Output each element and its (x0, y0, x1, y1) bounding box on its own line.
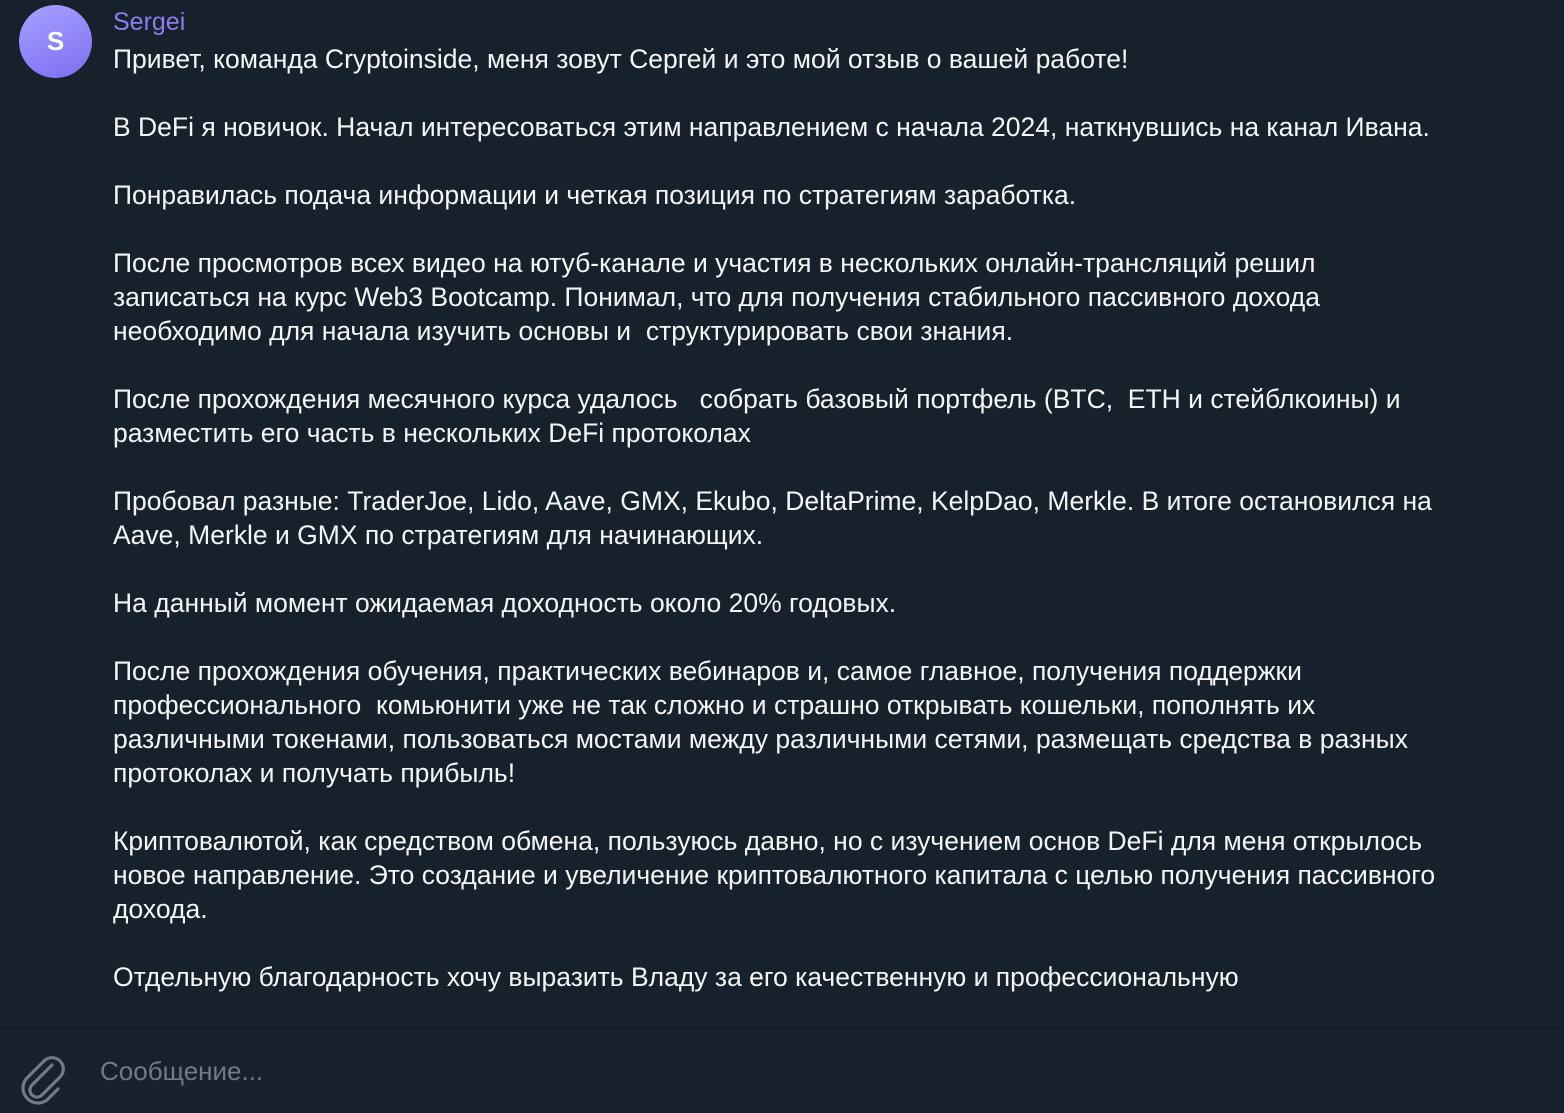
message-paragraph: Криптовалютой, как средством обмена, пользуюсь давно, но с изучением основ DeFi для меня открылось новое направление. Это создание и увеличение криптовалютного капитала с целью получения пассивного дохода. (113, 826, 1443, 924)
message-paragraph: После прохождения месячного курса удалось собрать базовый портфель (BTC, ETH и стейблкоины) и разместить его часть в нескольких DeFi протоколах (113, 384, 1408, 448)
paperclip-icon[interactable] (18, 1051, 66, 1105)
message-paragraph: Отдельную благодарность хочу выразить Владу за его качественную и профессиональную (113, 962, 1239, 992)
message-text (113, 42, 1443, 994)
message-paragraph: Понравилась подача информации и четкая позиция по стратегиям заработка. (113, 180, 1077, 210)
avatar-letter: S (46, 26, 65, 56)
sender-name[interactable]: Sergei (113, 8, 186, 36)
message-paragraph: В DeFi я новичок. Начал интересоваться этим направлением с начала 2024, наткнувшись на канал Ивана. (113, 112, 1430, 142)
message-bubble (113, 4, 1443, 1028)
message-composer (0, 1028, 1564, 1113)
message-paragraph: На данный момент ожидаемая доходность около 20% годовых. (113, 588, 897, 618)
message-paragraph: После просмотров всех видео на ютуб-канале и участия в нескольких онлайн-трансляций решил записаться на курс Web3 Bootcamp. Понимал, что для получения стабильного пассивного дохода необходимо для начала изучить основы и структурировать свои знания. (113, 248, 1328, 346)
message-paragraph: После прохождения обучения, практических вебинаров и, самое главное, получения поддержки профессионального комьюнити уже не так сложно и страшно открывать кошельки, пополнять их различными токенами, пользоваться мостами между различными сетями, размещать средства в разных протоколах и получать прибыль! (113, 656, 1416, 788)
avatar[interactable] (19, 5, 92, 78)
message-input[interactable] (100, 1051, 1500, 1091)
message-paragraph: Привет, команда Cryptoinside, меня зовут Сергей и это мой отзыв о вашей работе! (113, 44, 1129, 74)
message-paragraph: Пробовал разные: TraderJoe, Lido, Aave, GMX, Ekubo, DeltaPrime, KelpDao, Merkle. В итоге остановился на Aave, Merkle и GMX по стратегиям для начинающих. (113, 486, 1440, 550)
